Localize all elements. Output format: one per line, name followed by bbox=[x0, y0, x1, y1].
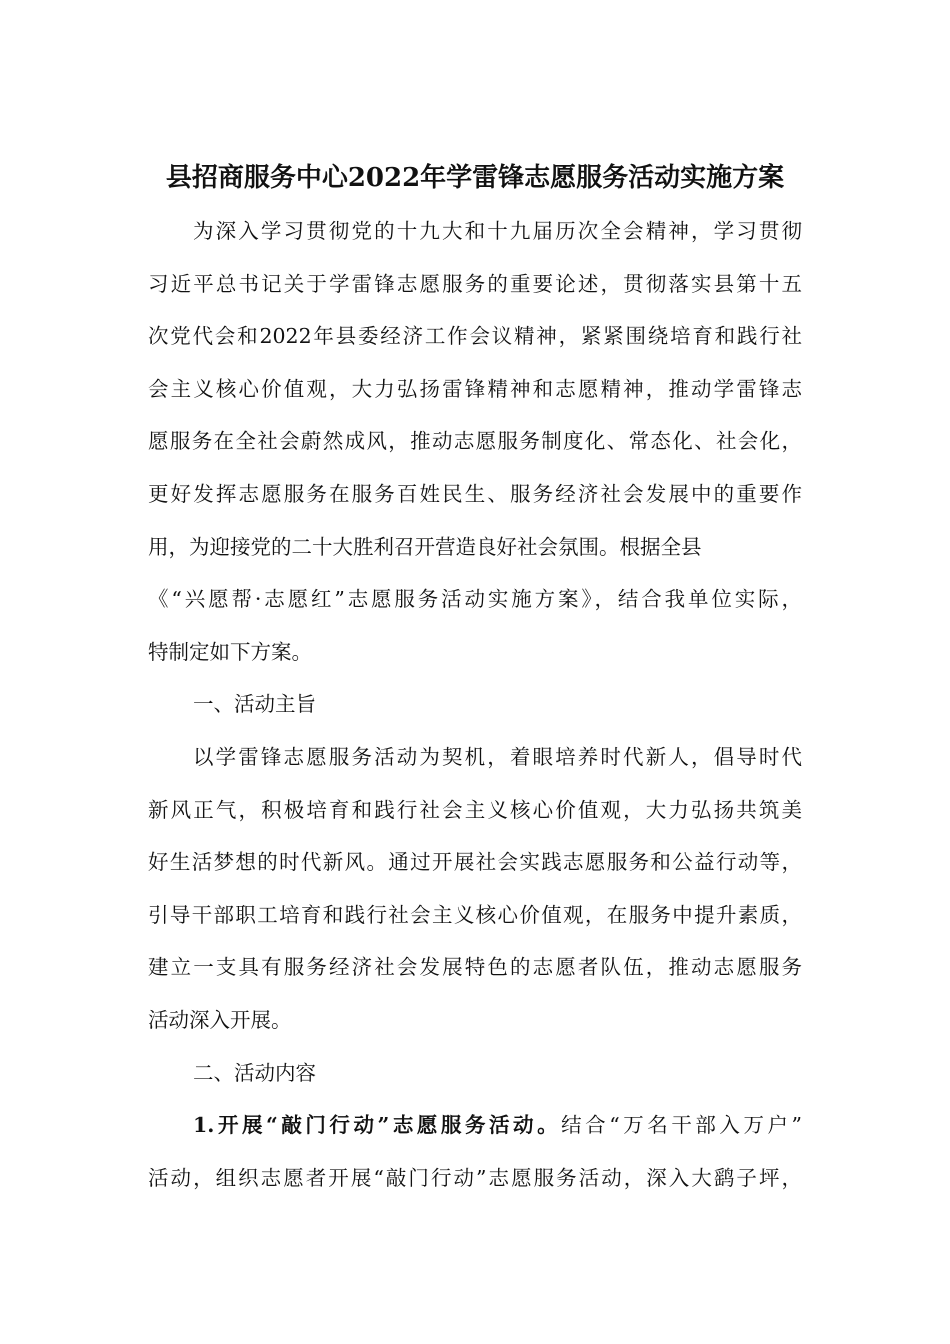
content-item-1-title: 1.开展“敲门行动”志愿服务活动。 bbox=[193, 1113, 562, 1138]
document-title: 县招商服务中心2022年学雷锋志愿服务活动实施方案 bbox=[165, 163, 785, 193]
content-item-1-line: 活动，组织志愿者开展“敲门行动”志愿服务活动，深入大鹞子坪， bbox=[148, 1165, 802, 1190]
intro-line: 为深入学习贯彻党的十九大和十九届历次全会精神，学习贯彻 bbox=[193, 219, 802, 243]
purpose-line: 建立一支具有服务经济社会发展特色的志愿者队伍，推动志愿服务 bbox=[148, 955, 802, 980]
intro-line: 习近平总书记关于学雷锋志愿服务的重要论述，贯彻落实县第十五 bbox=[148, 271, 802, 296]
document-body bbox=[148, 205, 802, 1204]
intro-line: 更好发挥志愿服务在服务百姓民生、服务经济社会发展中的重要作 bbox=[148, 481, 802, 506]
section-heading-content: 二、活动内容 bbox=[193, 1060, 316, 1085]
purpose-line: 引导干部职工培育和践行社会主义核心价值观，在服务中提升素质， bbox=[148, 902, 802, 927]
purpose-line: 以学雷锋志愿服务活动为契机，着眼培养时代新人，倡导时代 bbox=[193, 744, 802, 769]
content-item-1-text: 结合“万名干部入万户” bbox=[561, 1113, 803, 1138]
intro-line: 用，为迎接党的二十大胜利召开营造良好社会氛围。根据全县 bbox=[148, 534, 702, 559]
intro-line: 特制定如下方案。 bbox=[148, 639, 312, 664]
purpose-line: 活动深入开展。 bbox=[148, 1007, 292, 1032]
section-heading-purpose: 一、活动主旨 bbox=[193, 692, 316, 717]
intro-line: 会主义核心价值观，大力弘扬雷锋精神和志愿精神，推动学雷锋志 bbox=[148, 376, 802, 401]
intro-line: 次党代会和2022年县委经济工作会议精神，紧紧围绕培育和践行社 bbox=[148, 324, 802, 349]
purpose-line: 好生活梦想的时代新风。通过开展社会实践志愿服务和公益行动等， bbox=[148, 850, 802, 875]
purpose-line: 新风正气，积极培育和践行社会主义核心价值观，大力弘扬共筑美 bbox=[148, 797, 802, 822]
intro-line: 《“兴愿帮·志愿红”志愿服务活动实施方案》，结合我单位实际， bbox=[148, 587, 802, 612]
intro-line: 愿服务在全社会蔚然成风，推动志愿服务制度化、常态化、社会化， bbox=[148, 429, 802, 454]
content-item-1 bbox=[148, 1099, 802, 1152]
